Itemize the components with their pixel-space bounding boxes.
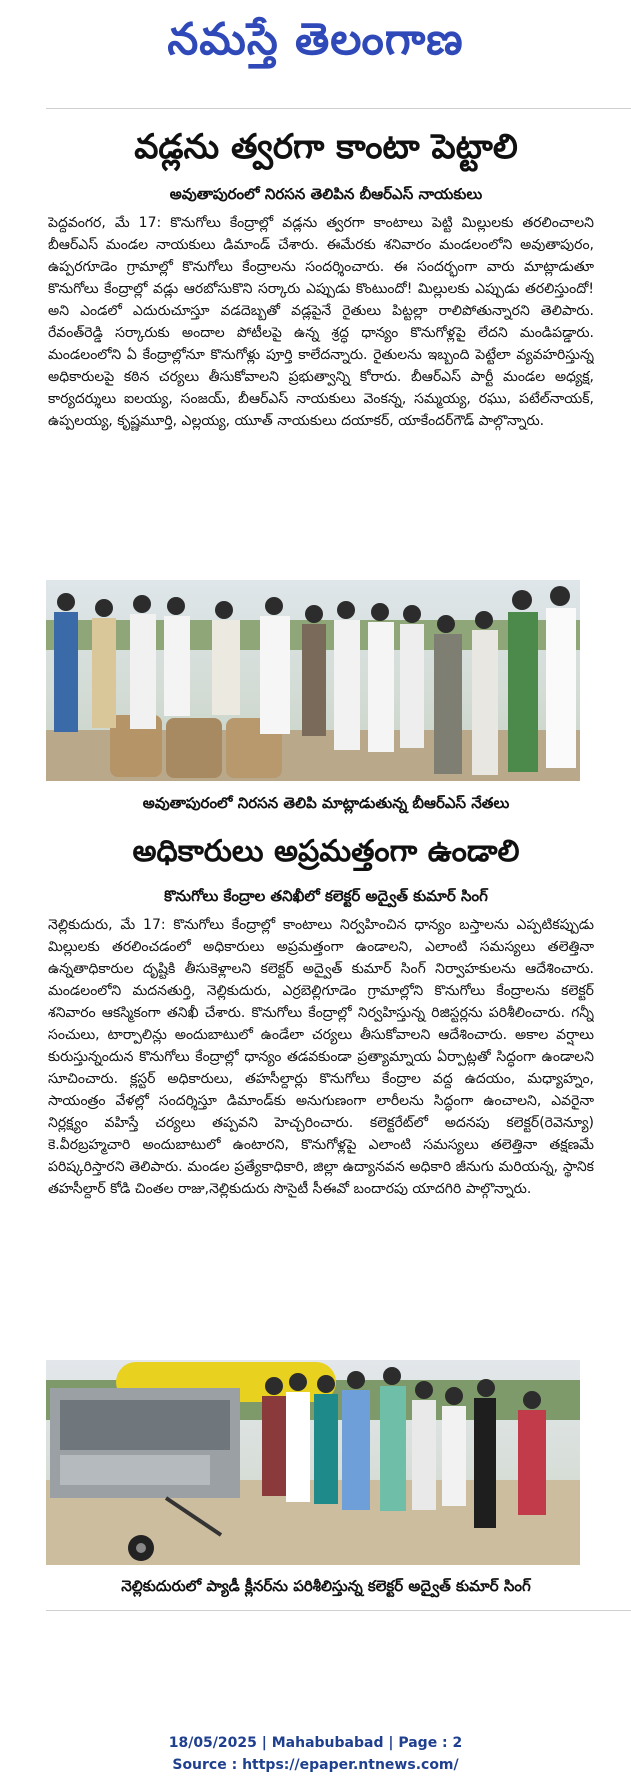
article1-headline: వడ్లను త్వరగా కాంటా పెట్టాలి xyxy=(134,127,518,167)
newspaper-title: నమస్తే తెలంగాణ xyxy=(167,14,464,65)
article1-body xyxy=(48,212,594,564)
article2-paragraph: నెల్లికుదురు, మే 17: కొనుగోలు కేంద్రాల్లో కాంటాలు నిర్వహించిన ధాన్యం బస్తాలను ఎప్పటికప్పుడు మిల్లులకు తరలించడంలో అధికారులు అప్రమత్తంగా ఉండాలని, ఎలాంటి సమస్యలు తలెత్తినా ఉన్నతాధికారుల దృష్టికి తీసుకెళ్లాలని కలెక్టర్ అద్వైత్ కుమార్ సింగ్ నిర్వాహకులను ఆదేశించారు. మండలంలోని మదనతుర్తి, నెల్లికుదురు, ఎర్రబెల్లిగూడెం గ్రామాల్లోని కొనుగోలు కేంద్రాలను కలెక్టర్ శనివారం ఆకస్మికంగా తనిఖీ చేశారు. కొనుగోలు కేంద్రాల్లో నిర్వహిస్తున్న రిజిస్టర్లను పరిశీలించారు. గన్నీ సంచులు, టార్పాలిన్లు అందుబాటులో ఉండేలా చర్యలు తీసుకోవాలని ఆదేశించారు. అకాల వర్షాలు కురుస్తున్నందున కొనుగోలు కేంద్రాల్లో ధాన్యం తడవకుండా ప్రత్యామ్నాయ ఏర్పాట్లతో సిద్ధంగా ఉండాలని సూచించారు. క్లస్టర్ అధికారులు, తహసీల్దార్లు కొనుగోలు కేంద్రాల వద్ద ఉదయం, మధ్యాహ్నం, సాయంత్రం వేళల్లో సందర్శిస్తూ డిమాండ్‌కు అనుగుణంగా లారీలను సిద్ధంగా ఉంచాలని, ఎవరైనా నిర్లక్ష్యం వహిస్తే చర్యలు తప్పవని హెచ్చరించారు. కలెక్టరేట్‌లో అదనపు కలెక్టర్(రెవెన్యూ) కె.వీరబ్రహ్మచారి అందుబాటులో ఉంటారని, కొనుగోళ్లపై ఎలాంటి సమస్యలు తలెత్తినా తక్షణమే పరిష్కరిస్తారని తెలిపారు. మండల ప్రత్యేకాధికారి, జిల్లా ఉద్యానవన అధికారి జీనుగు మరియన్న, స్థానిక తహసీల్దార్ కోడి చింతల రాజు,నెల్లికుదురు సొసైటీ సీఈవో బందారపు యాదగిరి పాల్గొన్నారు. xyxy=(48,917,594,1197)
article1-subheadline: అవుతాపురంలో నిరసన తెలిపిన బీఆర్ఎస్ నాయకులు xyxy=(169,185,483,203)
article2-headline: అధికారులు అప్రమత్తంగా ఉండాలి xyxy=(132,834,520,869)
footer-source xyxy=(0,1755,631,1775)
article1-photo xyxy=(46,580,580,781)
article2-subheadline: కొనుగోలు కేంద్రాల తనిఖీలో కలెక్టర్ అద్వైత్ కుమార్ సింగ్ xyxy=(164,887,488,905)
inspection-photo-illustration xyxy=(46,1360,580,1565)
source-link[interactable]: Source : https://epaper.ntnews.com/ xyxy=(172,1757,459,1773)
article2-photo-caption: నెల్లికుదురులో ప్యాడీ క్లీనర్‌ను పరిశీలిస్తున్న కలెక్టర్ అద్వైత్ కుమార్ సింగ్ xyxy=(121,1577,531,1595)
masthead-divider xyxy=(46,108,631,109)
page-bottom-divider xyxy=(46,1610,631,1611)
protest-photo-illustration xyxy=(46,580,580,781)
article2-body xyxy=(48,914,594,1344)
footer-date-edition-page: 18/05/2025 | Mahabubabad | Page : 2 xyxy=(168,1735,463,1751)
article1-paragraph: పెద్దవంగర, మే 17: కొనుగోలు కేంద్రాల్లో వడ్లను త్వరగా కాంటాలు పెట్టి మిల్లులకు తరలించాలని బీఆర్ఎస్ మండల నాయకులు డిమాండ్ చేశారు. ఈమేరకు శనివారం మండలంలోని అవుతాపురం, ఉప్పరగూడెం గ్రామాల్లో కొనుగోలు కేంద్రాలను సందర్శించారు. ఈ సందర్భంగా వారు మాట్లాడుతూ కొనుగోలు కేంద్రాల్లో వడ్లు ఆరబోసుకొని సర్కారు ఎప్పుడు కొంటుందో! మిల్లులకు ఎప్పుడు తరలిస్తుందో! అని ఎండలో ఎదురుచూస్తూ వడదెబ్బతో వడ్లపైనే రైతులు పిట్టల్లా రాలిపోతున్నారని తెలిపారు. రేవంత్‌రెడ్డి సర్కారుకు అందాల పోటీలపై ఉన్న శ్రద్ధ ధాన్యం కొనుగోళ్లపై లేదని మండిపడ్డారు. మండలంలోని ఏ కేంద్రాల్లోనూ కొనుగోళ్లు పూర్తి కాలేదన్నారు. రైతులను ఇబ్బంది పెట్టేలా వ్యవహరిస్తున్న అధికారులపై కఠిన చర్యలు తీసుకోవాలని ప్రభుత్వాన్ని కోరారు. బీఆర్ఎస్ పార్టీ మండల అధ్యక్ష, కార్యదర్శులు ఐలయ్య, సంజయ్, బీఆర్ఎస్ నాయకులు వెంకన్న, సమ్మయ్య, రఘు, పటేల్‌నాయక్, ఉప్పలయ్య, కృష్ణమూర్తి, ఎల్లయ్య, యూత్ నాయకులు దయాకర్, యాకేందర్‌గౌడ్ పాల్గొన్నారు. xyxy=(48,215,594,429)
masthead xyxy=(0,0,631,78)
article2-photo xyxy=(46,1360,580,1565)
article1-photo-caption: అవుతాపురంలో నిరసన తెలిపి మాట్లాడుతున్న బీఆర్ఎస్ నేతలు xyxy=(142,794,510,812)
